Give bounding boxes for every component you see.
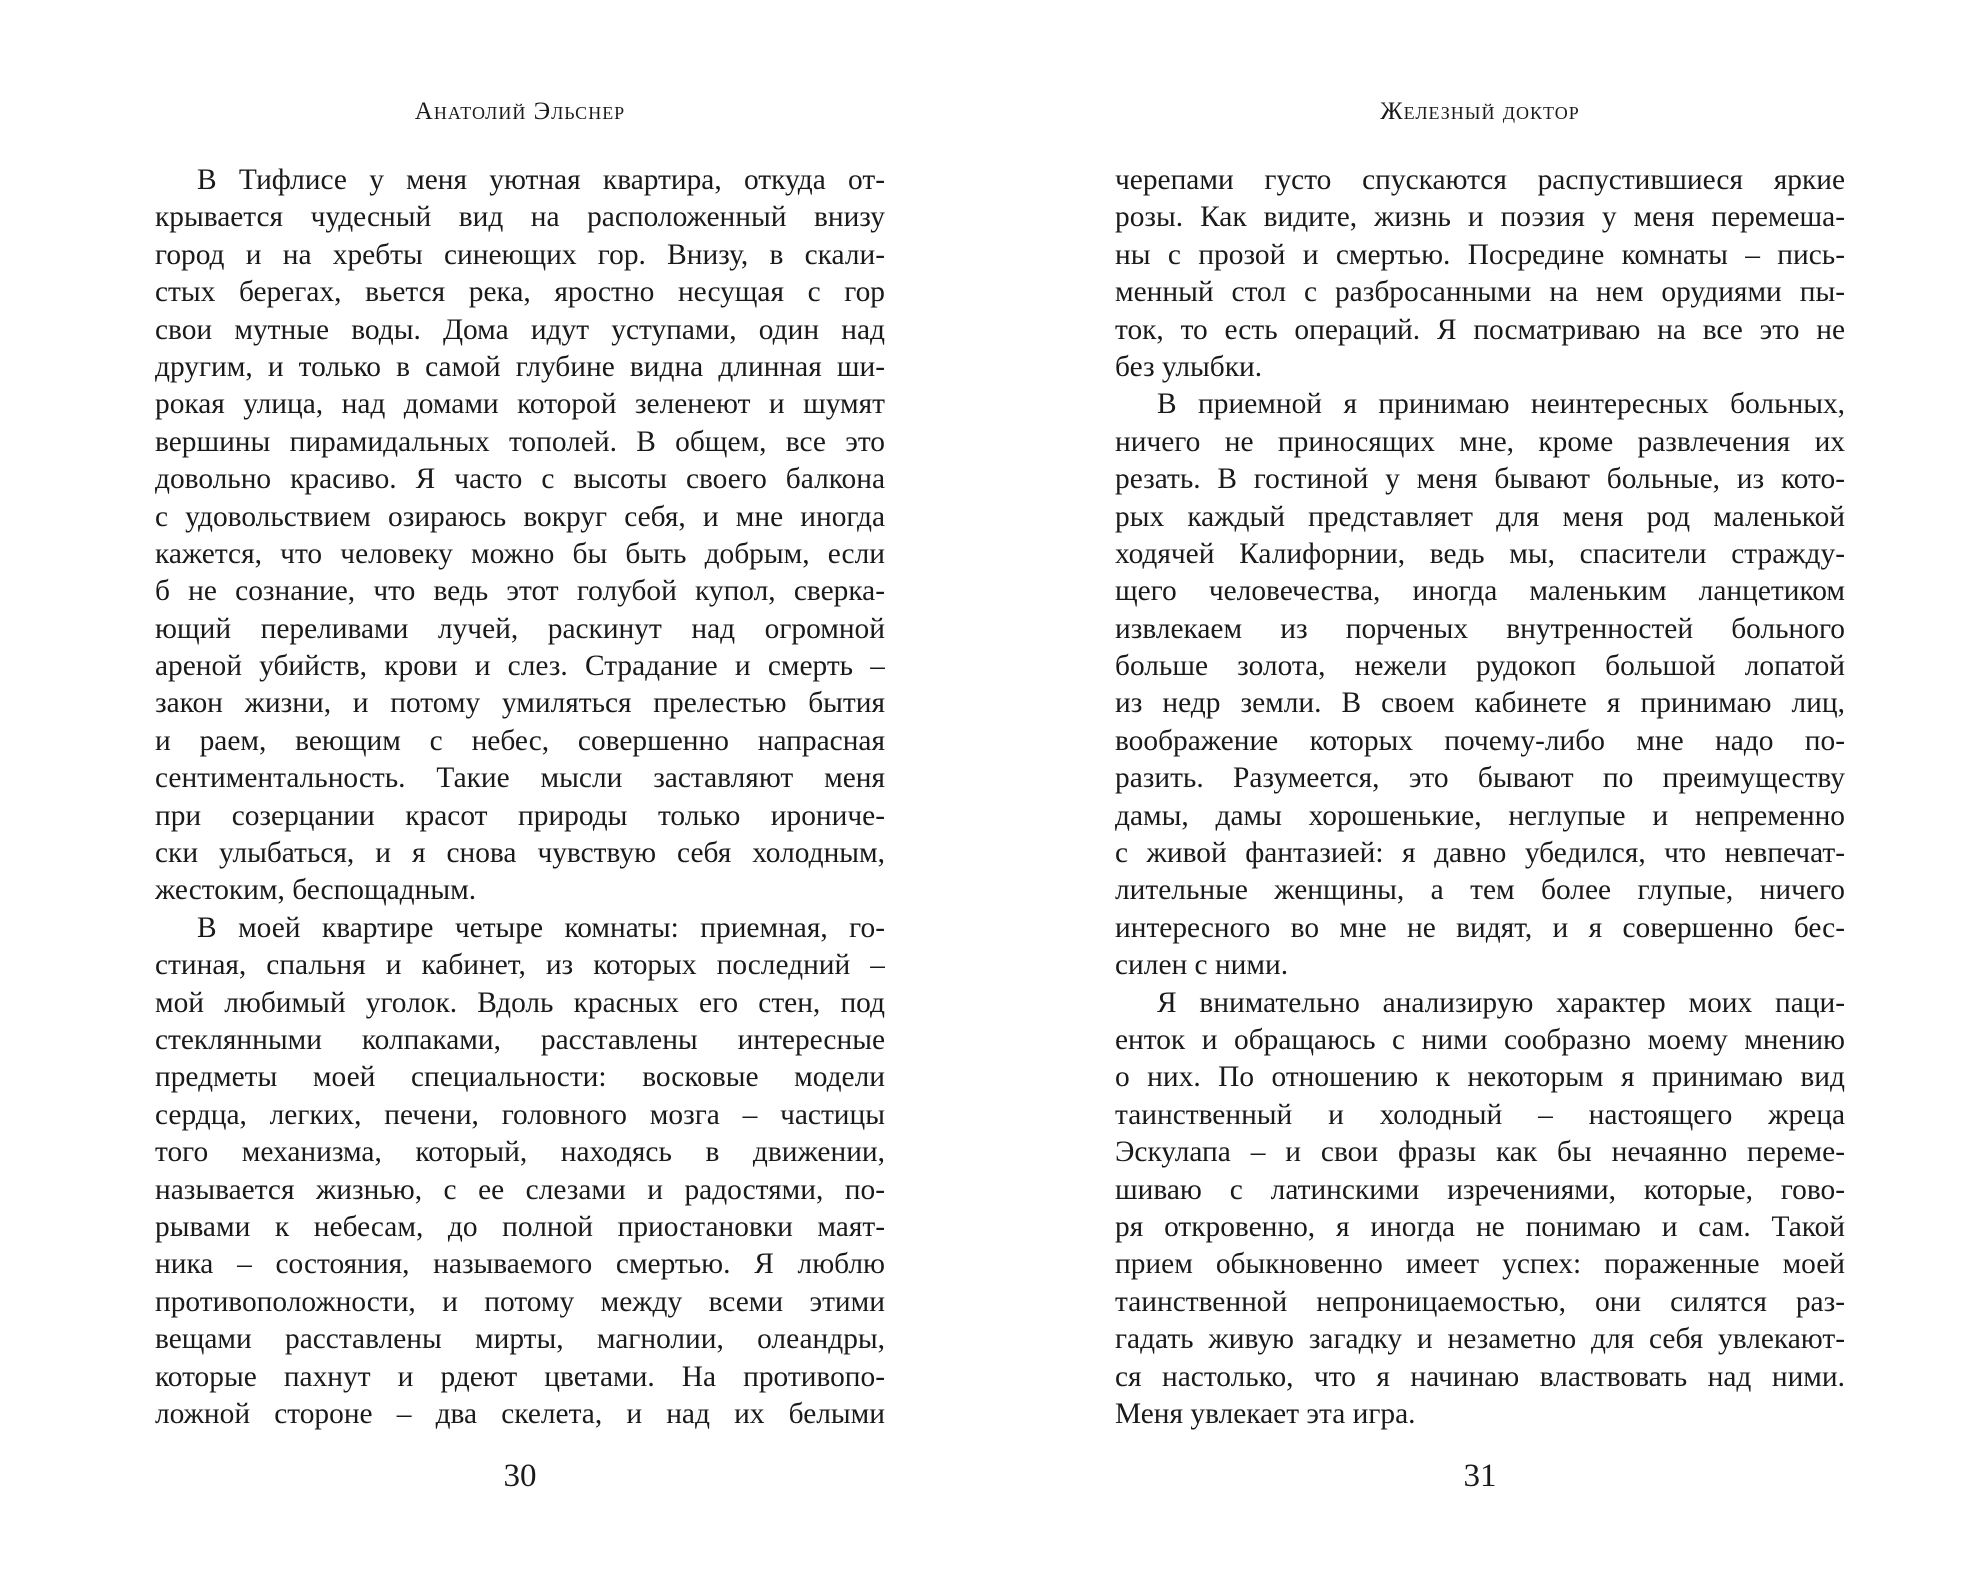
text-line: без улыбки.: [1115, 350, 1263, 383]
text-line: ток, то есть операций. Я посматриваю на все это не: [1115, 313, 1845, 346]
page-number: 31: [1463, 1458, 1497, 1494]
text-line: вещами расставлены мирты, магнолии, олеандры,: [155, 1323, 885, 1356]
paragraph-1: [155, 162, 885, 910]
text-line: резать. В гостиной у меня бывают больные, из кото-: [1115, 463, 1845, 496]
text-line: В моей квартире четыре комнаты: приемная, го-: [197, 911, 885, 944]
text-line: из недр земли. В своем кабинете я принимаю лиц,: [1115, 687, 1845, 720]
text-line: о них. По отношению к некоторым я принимаю вид: [1115, 1061, 1845, 1094]
text-line: Я внимательно анализирую характер моих паци-: [1157, 986, 1845, 1019]
text-line: прием обыкновенно имеет успех: пораженные моей: [1115, 1248, 1845, 1281]
text-line: с удовольствием озираюсь вокруг себя, и мне иногда: [155, 500, 885, 533]
right-page: [1115, 0, 1845, 1572]
text-line: ря откровенно, я иногда не понимаю и сам. Такой: [1115, 1210, 1845, 1243]
text-line: крывается чудесный вид на расположенный внизу: [155, 201, 885, 234]
text-line: сентиментальность. Такие мысли заставляют меня: [155, 762, 885, 795]
text-line: ника – состояния, называемого смертью. Я люблю: [155, 1248, 885, 1281]
text-line: розы. Как видите, жизнь и поэзия у меня перемеша-: [1115, 201, 1845, 234]
text-line: ареной убийств, крови и слез. Страдание и смерть –: [155, 650, 885, 683]
text-line: ложной стороне – два скелета, и над их белыми: [155, 1397, 885, 1430]
left-page-text: [155, 162, 885, 1433]
text-line: предметы моей специальности: восковые модели: [155, 1061, 885, 1094]
text-line: стиная, спальня и кабинет, из которых последний –: [155, 949, 885, 982]
text-line: Меня увлекает эта игра.: [1115, 1397, 1416, 1430]
running-head-author: Анатолий Эльснер: [414, 98, 626, 125]
text-line: енток и обращаюсь с ними сообразно моему мнению: [1115, 1023, 1845, 1056]
paragraph-continued: [1115, 162, 1845, 386]
text-line: извлекаем из порченых внутренностей больного: [1115, 612, 1845, 645]
text-line: которые пахнут и рдеют цветами. На противопо-: [155, 1360, 885, 1393]
text-line: лительные женщины, а тем более глупые, ничего: [1115, 874, 1845, 907]
text-line: В приемной я принимаю неинтересных больных,: [1157, 388, 1845, 421]
text-line: интересного во мне не видят, и я совершенно бес-: [1115, 911, 1845, 944]
text-line: и раем, веющим с небес, совершенно напрасная: [155, 724, 885, 757]
text-line: стых берегах, вьется река, яростно несущая с гор: [155, 276, 885, 309]
text-line: больше золота, нежели рудокоп большой лопатой: [1115, 650, 1845, 683]
left-page: [155, 0, 885, 1572]
text-line: ски улыбаться, и я снова чувствую себя холодным,: [155, 837, 885, 870]
page-number: 30: [503, 1458, 537, 1494]
text-line: называется жизнью, с ее слезами и радостями, по-: [155, 1173, 885, 1206]
text-line: силен с ними.: [1115, 949, 1289, 982]
text-line: щего человечества, иногда маленьким ланцетиком: [1115, 575, 1845, 608]
text-line: стеклянными колпаками, расставлены интересные: [155, 1023, 885, 1056]
text-line: ничего не приносящих мне, кроме развлечения их: [1115, 425, 1845, 458]
text-line: жестоким, беспощадным.: [155, 874, 477, 907]
text-line: другим, и только в самой глубине видна длинная ши-: [155, 350, 885, 383]
text-line: гадать живую загадку и незаметно для себя увлекают-: [1115, 1323, 1845, 1356]
text-line: разить. Разумеется, это бывают по преимуществу: [1115, 762, 1845, 795]
text-line: черепами густо спускаются распустившиеся яркие: [1115, 164, 1845, 196]
text-line: ны с прозой и смертью. Посредине комнаты – пись-: [1115, 238, 1845, 271]
text-line: свои мутные воды. Дома идут уступами, один над: [155, 313, 885, 346]
text-line: кажется, что человеку можно бы быть добрым, если: [155, 537, 885, 570]
text-line: рых каждый представляет для меня род маленькой: [1115, 500, 1845, 533]
text-line: противоположности, и потому между всеми этими: [155, 1285, 885, 1318]
text-line: город и на хребты синеющих гор. Внизу, в скали-: [155, 238, 885, 271]
paragraph-2: [155, 910, 885, 1433]
text-line: с живой фантазией: я давно убедился, что невпечат-: [1115, 837, 1845, 870]
text-line: закон жизни, и потому умиляться прелестью бытия: [155, 687, 885, 720]
text-line: того механизма, который, находясь в движении,: [155, 1136, 885, 1169]
text-line: рокая улица, над домами которой зеленеют и шумят: [155, 388, 885, 421]
text-line: В Тифлисе у меня уютная квартира, откуда от-: [197, 164, 885, 196]
text-line: мой любимый уголок. Вдоль красных его стен, под: [155, 986, 885, 1019]
text-line: воображение которых почему-либо мне надо по-: [1115, 724, 1845, 757]
text-line: рывами к небесам, до полной приостановки маят-: [155, 1210, 885, 1243]
paragraph-4: [1115, 985, 1845, 1434]
text-line: довольно красиво. Я часто с высоты своего балкона: [155, 463, 885, 496]
text-line: ходячей Калифорнии, ведь мы, спасители стражду-: [1115, 537, 1845, 570]
text-line: Эскулапа – и свои фразы как бы нечаянно переме-: [1115, 1136, 1845, 1169]
text-line: ющий переливами лучей, раскинут над огромной: [155, 612, 885, 645]
paragraph-3: [1115, 386, 1845, 984]
text-line: таинственной непроницаемостью, они силятся раз-: [1115, 1285, 1845, 1318]
text-line: сердца, легких, печени, головного мозга – частицы: [155, 1098, 885, 1131]
text-line: б не сознание, что ведь этот голубой купол, сверка-: [155, 575, 885, 608]
text-line: вершины пирамидальных тополей. В общем, все это: [155, 425, 885, 458]
text-line: при созерцании красот природы только ирониче-: [155, 799, 885, 832]
text-line: таинственный и холодный – настоящего жреца: [1115, 1098, 1845, 1131]
text-line: ся настолько, что я начинаю властвовать над ними.: [1115, 1360, 1845, 1393]
text-line: менный стол с разбросанными на нем орудиями пы-: [1115, 276, 1845, 309]
running-head-title: Железный доктор: [1380, 98, 1580, 125]
right-page-text: [1115, 162, 1845, 1433]
text-line: шиваю с латинскими изречениями, которые, гово-: [1115, 1173, 1845, 1206]
text-line: дамы, дамы хорошенькие, неглупые и непременно: [1115, 799, 1845, 832]
